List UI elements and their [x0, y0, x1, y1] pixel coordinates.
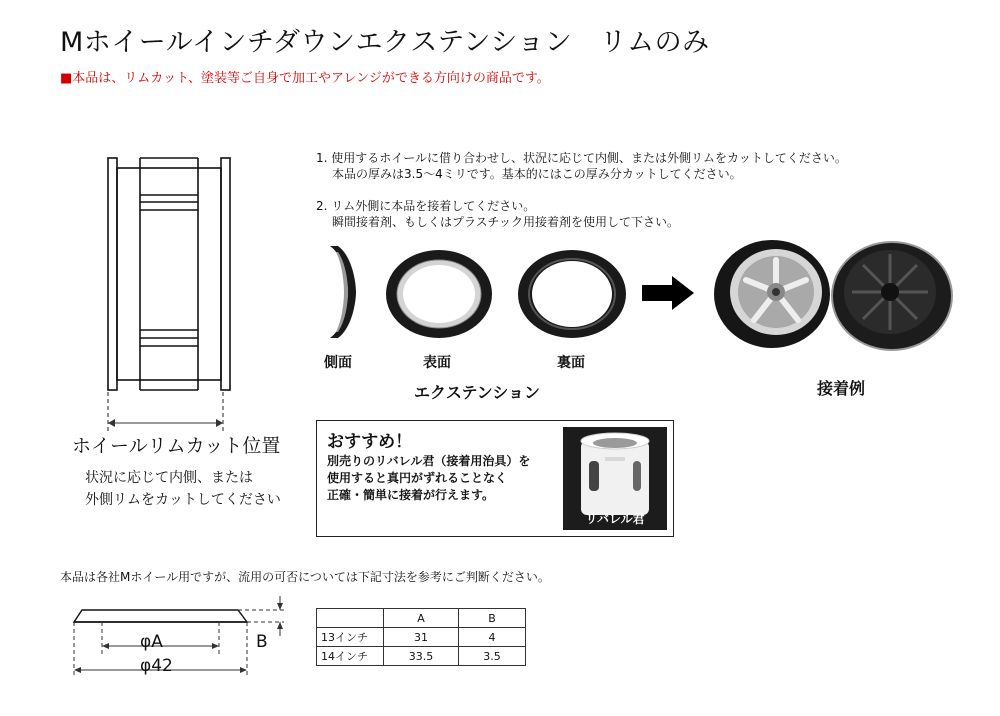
dimension-thickness-label: B: [256, 632, 268, 652]
table-cell: 13インチ: [317, 628, 384, 647]
cut-position-note-line2: 外側リムをカットしてください: [85, 492, 281, 508]
attached-example-image: [706, 232, 954, 352]
step-1-line1: 1. 使用するホイールに借り合わせし、状況に応じて内側、または外側リムをカットしてください。: [316, 151, 847, 165]
cut-position-note: [85, 467, 281, 511]
table-cell: 4: [459, 628, 526, 647]
table-row: [317, 628, 526, 647]
table-header-cell: A: [384, 609, 459, 628]
compatibility-note: 本品は各社Mホイール用ですが、流用の可否については下記寸法を参考にご判断ください。: [60, 570, 550, 584]
cut-position-title: ホイールリムカット位置: [72, 435, 281, 457]
extension-front-image: [384, 248, 494, 340]
extension-side-image: [316, 242, 360, 342]
step-1-line2: 本品の厚みは3.5～4ミリです。基本的にはこの厚み分カットしてください。: [332, 167, 742, 181]
dimension-outer-label: φ42: [140, 656, 173, 676]
label-side: 側面: [324, 355, 352, 371]
table-header-row: [317, 609, 526, 628]
table-row: [317, 647, 526, 666]
label-front: 表面: [423, 355, 451, 371]
size-table: [316, 608, 526, 666]
ribarrel-kun-caption: リバレル君: [585, 512, 645, 526]
label-attached-example: 接着例: [817, 379, 866, 398]
recommendation-text: [327, 453, 530, 504]
arrow-right-icon: [642, 276, 694, 310]
table-header-cell: B: [459, 609, 526, 628]
table-cell: 33.5: [384, 647, 459, 666]
table-cell: 31: [384, 628, 459, 647]
recommendation-box: [316, 420, 674, 537]
recommendation-heading: おすすめ！: [327, 432, 413, 452]
table-cell: 14インチ: [317, 647, 384, 666]
notice-text: ■本品は、リムカット、塗装等ご自身で加工やアレンジができる方向けの商品です。: [60, 71, 550, 86]
dimension-inner-label: φA: [140, 632, 163, 652]
table-cell: 3.5: [459, 647, 526, 666]
recommendation-line3: 正確・簡単に接着が行えます。: [327, 488, 495, 502]
ribarrel-kun-photo: [563, 427, 667, 530]
step-1: [316, 150, 847, 182]
recommendation-line1: 別売りのリバレル君（接着用治具）を: [327, 454, 531, 468]
step-2: [316, 198, 679, 230]
step-2-line1: 2. リム外側に本品を接着してください。: [316, 199, 536, 213]
label-back: 裏面: [557, 355, 585, 371]
wheel-cross-section-diagram: [95, 150, 240, 435]
table-header-cell: [317, 609, 384, 628]
cut-position-note-line1: 状況に応じて内側、または: [85, 470, 253, 486]
step-2-line2: 瞬間接着剤、もしくはプラスチック用接着剤を使用して下さい。: [332, 215, 680, 229]
recommendation-line2: 使用すると真円がずれることなく: [327, 471, 508, 485]
label-extension: エクステンション: [414, 383, 541, 402]
extension-back-image: [516, 248, 628, 340]
page-title: Mホイールインチダウンエクステンション リムのみ: [60, 27, 710, 58]
